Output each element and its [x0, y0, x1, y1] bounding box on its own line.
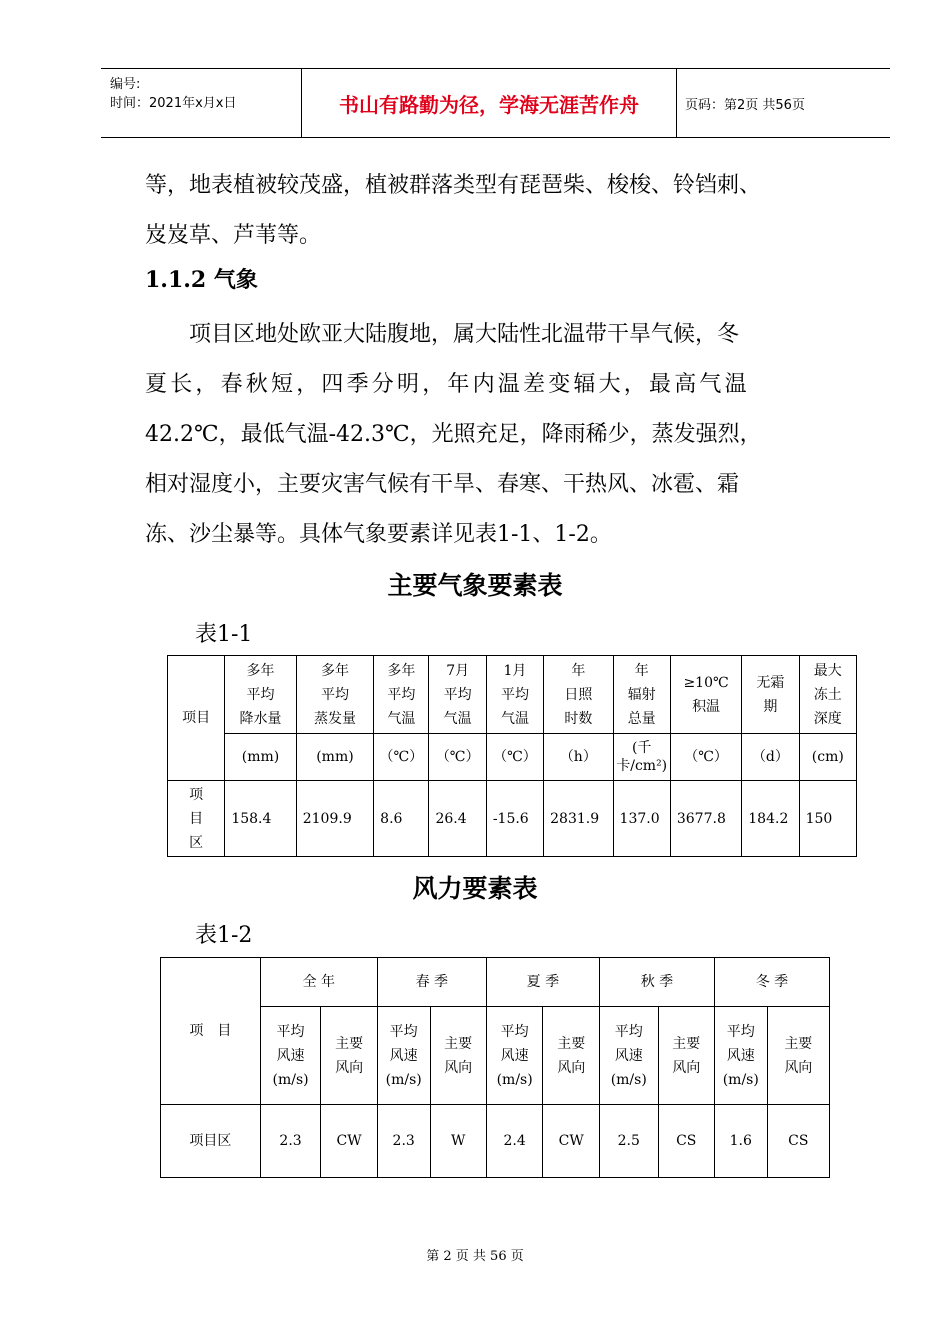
cell-direction: CW [543, 1105, 599, 1178]
col-name: 多年 平均 降水量 [225, 656, 296, 734]
paragraph-line: 岌岌草、芦苇等。 [145, 223, 322, 248]
cell-value: 184.2 [742, 781, 799, 857]
weather-table [167, 655, 857, 857]
speed-header: 平均 风速 (m/s) [486, 1007, 543, 1105]
paragraph-line: 冻、沙尘暴等。具体气象要素详见表1-1、1-2。 [145, 522, 612, 547]
cell-speed: 2.3 [377, 1105, 430, 1178]
cell-value: 150 [799, 781, 856, 857]
col-name: ≥10℃ 积温 [670, 656, 741, 734]
paragraph-2 [145, 310, 825, 560]
season-header: 春 季 [377, 958, 486, 1007]
cell-value: 8.6 [374, 781, 429, 857]
number-label: 编号: [110, 77, 141, 92]
row-label: 项 目 区 [168, 781, 225, 857]
season-header: 秋 季 [599, 958, 714, 1007]
table2-label: 表1-2 [195, 923, 253, 948]
direction-header: 主要 风向 [430, 1007, 486, 1105]
cell-speed: 2.3 [260, 1105, 321, 1178]
table-header-row [168, 656, 857, 734]
item-header: 项目 [168, 656, 225, 781]
table-unit-row [168, 734, 857, 781]
col-name: 最大 冻土 深度 [799, 656, 856, 734]
table-row [161, 1105, 830, 1178]
season-header-row [161, 958, 830, 1007]
cell-value: 158.4 [225, 781, 296, 857]
table1-label: 表1-1 [195, 622, 253, 647]
cell-speed: 2.5 [599, 1105, 658, 1178]
wind-table [160, 957, 830, 1178]
paragraph-line: 相对湿度小，主要灾害气候有干旱、春寒、干热风、冰雹、霜 [145, 472, 740, 497]
col-name: 年 日照 时数 [544, 656, 613, 734]
cell-value: -15.6 [486, 781, 543, 857]
table2-title: 风力要素表 [412, 874, 538, 903]
time-label: 时间：2021年x月x日 [110, 96, 237, 111]
col-name: 1月 平均 气温 [486, 656, 543, 734]
col-unit: (cm) [799, 734, 856, 781]
section-heading: 1.1.2 气象 [145, 267, 258, 293]
speed-header: 平均 风速 (m/s) [377, 1007, 430, 1105]
paragraph-line: 夏长，春秋短，四季分明，年内温差变辐大，最高气温 [145, 372, 750, 397]
paragraph-line: 项目区地处欧亚大陆腹地，属大陆性北温带干旱气候，冬 [145, 322, 740, 347]
paragraph-1 [145, 161, 825, 261]
page-header [101, 68, 890, 138]
season-header: 全 年 [260, 958, 377, 1007]
cell-speed: 1.6 [714, 1105, 767, 1178]
header-meta [101, 69, 302, 137]
col-name: 年 辐射 总量 [613, 656, 670, 734]
col-name: 7月 平均 气温 [429, 656, 486, 734]
table1-title: 主要气象要素表 [387, 571, 563, 600]
cell-direction: W [430, 1105, 486, 1178]
cell-value: 2109.9 [296, 781, 373, 857]
cell-value: 2831.9 [544, 781, 613, 857]
col-unit: （℃） [486, 734, 543, 781]
header-motto: 书山有路勤为径，学海无涯苦作舟 [302, 69, 677, 137]
cell-direction: CS [767, 1105, 829, 1178]
col-name: 多年 平均 蒸发量 [296, 656, 373, 734]
col-name: 多年 平均 气温 [374, 656, 429, 734]
cell-value: 26.4 [429, 781, 486, 857]
speed-header: 平均 风速 (m/s) [599, 1007, 658, 1105]
speed-header: 平均 风速 (m/s) [260, 1007, 321, 1105]
item-header: 项 目 [161, 958, 261, 1105]
direction-header: 主要 风向 [658, 1007, 714, 1105]
cell-value: 137.0 [613, 781, 670, 857]
cell-direction: CS [658, 1105, 714, 1178]
col-unit: (mm) [225, 734, 296, 781]
col-unit: （℃） [670, 734, 741, 781]
col-unit: (千卡/cm²) [613, 734, 670, 781]
header-page-info: 页码：第2页 共56页 [685, 97, 805, 113]
speed-header: 平均 风速 (m/s) [714, 1007, 767, 1105]
direction-header: 主要 风向 [321, 1007, 377, 1105]
direction-header: 主要 风向 [767, 1007, 829, 1105]
paragraph-line: 42.2℃，最低气温-42.3℃，光照充足，降雨稀少，蒸发强烈， [145, 422, 762, 447]
cell-direction: CW [321, 1105, 377, 1178]
season-header: 夏 季 [486, 958, 599, 1007]
col-unit: （h） [544, 734, 613, 781]
col-name: 无霜 期 [742, 656, 799, 734]
page-footer: 第 2 页 共 56 页 [426, 1249, 524, 1264]
col-unit: （℃） [374, 734, 429, 781]
sub-header-row [161, 1007, 830, 1105]
season-header: 冬 季 [714, 958, 829, 1007]
cell-value: 3677.8 [670, 781, 741, 857]
table-row [168, 781, 857, 857]
col-unit: （℃） [429, 734, 486, 781]
cell-speed: 2.4 [486, 1105, 543, 1178]
direction-header: 主要 风向 [543, 1007, 599, 1105]
col-unit: （d） [742, 734, 799, 781]
paragraph-line: 等，地表植被较茂盛，植被群落类型有琵琶柴、梭梭、铃铛刺、 [145, 173, 762, 198]
row-label: 项目区 [161, 1105, 261, 1178]
col-unit: (mm) [296, 734, 373, 781]
